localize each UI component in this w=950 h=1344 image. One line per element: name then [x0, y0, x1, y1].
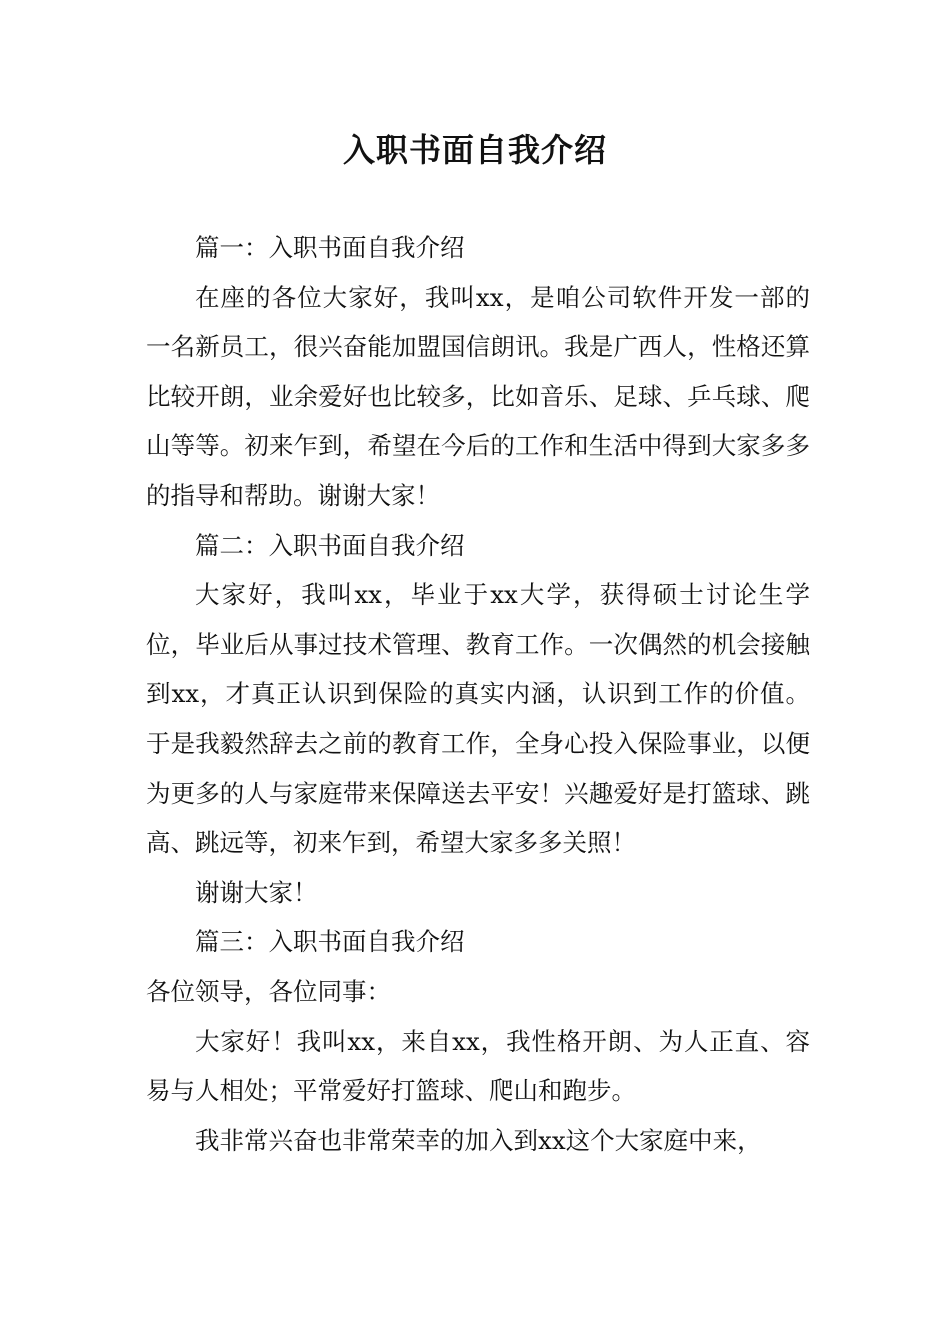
section-3-paragraph-1: 大家好！我叫xx，来自xx，我性格开朗、为人正直、容易与人相处；平常爱好打篮球、爬山和跑步。 [146, 1026, 810, 1106]
section-heading-2: 篇二：入职书面自我介绍 [195, 530, 465, 560]
section-2-paragraph-1: 大家好，我叫xx，毕业于xx大学，获得硕士讨论生学位，毕业后从事过技术管理、教育工作。一次偶然的机会接触到xx，才真正认识到保险的真实内涵，认识到工作的价值。于是我毅然辞去之前的教育工作，全身心投入保险事业，以便为更多的人与家庭带来保障送去平安！兴趣爱好是打篮球、跳高、跳远等，初来乍到，希望大家多多关照！ [146, 580, 810, 858]
section-3-paragraph-2: 我非常兴奋也非常荣幸的加入到xx这个大家庭中来， [195, 1125, 762, 1155]
section-2-paragraph-2: 谢谢大家！ [195, 877, 318, 907]
document-body [146, 223, 810, 1165]
section-3-salutation: 各位领导，各位同事： [146, 976, 391, 1006]
section-1-paragraph-1: 在座的各位大家好，我叫xx，是咱公司软件开发一部的一名新员工，很兴奋能加盟国信朗讯。我是广西人，性格还算比较开朗，业余爱好也比较多，比如音乐、足球、乒乓球、爬山等等。初来乍到，希望在今后的工作和生活中得到大家多多的指导和帮助。谢谢大家！ [146, 282, 810, 510]
section-heading-3: 篇三：入职书面自我介绍 [195, 927, 465, 957]
document-title: 入职书面自我介绍 [342, 131, 607, 169]
section-heading-1: 篇一：入职书面自我介绍 [195, 233, 465, 262]
